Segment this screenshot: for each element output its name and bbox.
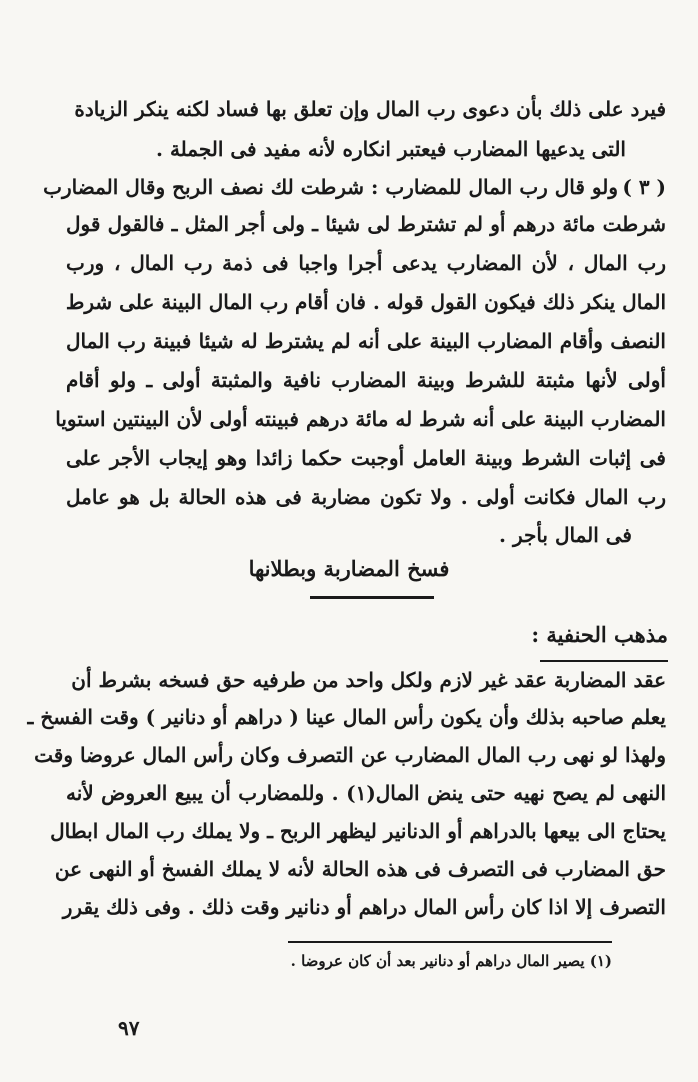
footnote: (١) يصير المال دراهم أو دنانير بعد أن كان عروضا . bbox=[290, 952, 612, 970]
footnote-separator bbox=[288, 941, 612, 943]
item-number: ( ٣ ) bbox=[622, 175, 666, 199]
text-line: المضارب البينة على أنه شرط له مائة درهم فبينته أولى لأن البينتين استويا bbox=[55, 407, 666, 431]
text-line: فى إثبات الشرط وبينة العامل أوجبت حكما زائدا وهو إيجاب الأجر على bbox=[66, 446, 666, 470]
text-line: شرطت مائة درهم أو لم تشترط لى شيئا ـ ولى أجر المثل ـ فالقول قول bbox=[66, 212, 666, 236]
section-heading: فسخ المضاربة وبطلانها bbox=[248, 556, 450, 581]
text-line: فى المال بأجر . bbox=[499, 523, 632, 547]
text-line: رب المال ، لأن المضارب يدعى أجرا واجبا فى ذمة رب المال ، ورب bbox=[66, 251, 666, 275]
subheading: مذهب الحنفية : bbox=[531, 622, 668, 647]
text-line: يعلم صاحبه بذلك وأن يكون رأس المال عينا ( دراهم أو دنانير ) وقت الفسخ ـ bbox=[27, 705, 666, 729]
text-line: التى يدعيها المضارب فيعتبر انكاره لأنه مفيد فى الجملة . bbox=[156, 137, 626, 161]
heading-rule bbox=[310, 596, 434, 599]
subheading-underline bbox=[540, 660, 668, 662]
text-line: فيرد على ذلك بأن دعوى رب المال وإن تعلق بها فساد لكنه ينكر الزيادة bbox=[74, 97, 666, 121]
text-line: أولى لأنها مثبتة للشرط وبينة المضارب نافية والمثبتة أولى ـ ولو أقام bbox=[66, 368, 666, 392]
text-line: النصف وأقام المضارب البينة على أنه لم يشترط له شيئا فبينة رب المال bbox=[66, 329, 666, 353]
text-line: النهى لم يصح نهيه حتى ينض المال(١) . وللمضارب أن يبيع العروض لأنه bbox=[66, 781, 666, 805]
text-line: المال ينكر ذلك فيكون القول قوله . فان أقام رب المال البينة على شرط bbox=[65, 290, 666, 314]
text-line: يحتاج الى بيعها بالدراهم أو الدنانير ليظهر الربح ـ ولا يملك رب المال ابطال bbox=[50, 819, 666, 843]
text-line: ولهذا لو نهى رب المال المضارب عن التصرف وكان رأس المال عروضا وقت bbox=[34, 743, 666, 767]
text-line: التصرف إلا اذا كان رأس المال دراهم أو دنانير وقت ذلك . وفى ذلك يقرر bbox=[62, 895, 666, 919]
text-line: حق المضارب فى التصرف فى هذه الحالة لأنه لا يملك الفسخ أو النهى عن bbox=[54, 857, 666, 881]
text-line: ولو قال رب المال للمضارب : شرطت لك نصف الربح وقال المضارب bbox=[43, 175, 618, 199]
text-line: رب المال فكانت أولى . ولا تكون مضاربة فى هذه الحالة بل هو عامل bbox=[66, 485, 666, 509]
page-number: ٩٧ bbox=[118, 1016, 140, 1040]
text-line: عقد المضاربة عقد غير لازم ولكل واحد من طرفيه حق فسخه بشرط أن bbox=[71, 668, 666, 692]
